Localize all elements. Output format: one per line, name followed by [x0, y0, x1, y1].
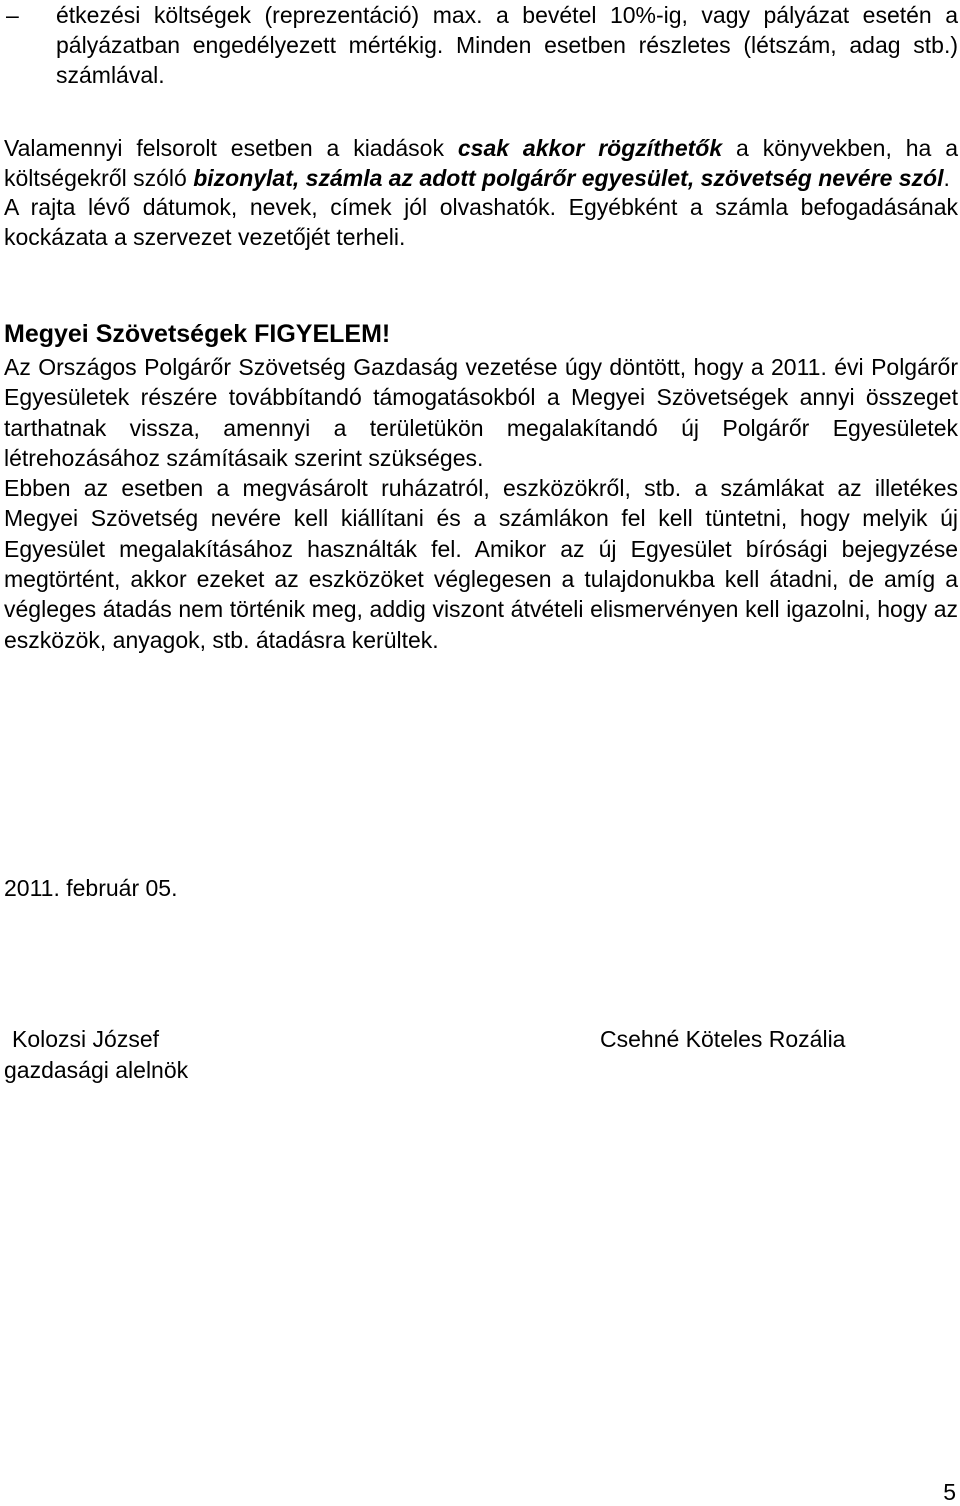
- expense-rule-text: Valamennyi felsorolt esetben a kiadások csak akkor rögzíthetők a könyvekben, ha a költségekről szóló bizonylat, számla az adott polgárőr egyesület, szövetség nevére szól.: [4, 135, 959, 191]
- emphasis-invoice-name: bizonylat, számla az adott polgárőr egyesület, szövetség nevére szól: [193, 164, 944, 191]
- signature-left: [4, 1024, 188, 1086]
- bullet-text: étkezési költségek (reprezentáció) max. a bevétel 10%-ig, vagy pályázat esetén a pályázatban engedélyezett mértékig. Minden esetben részletes (létszám, adag stb.) számlával.: [56, 2, 958, 88]
- document-date: 2011. február 05.: [4, 875, 178, 901]
- readability-note: A rajta lévő dátumok, nevek, címek jól olvashatók. Egyébként a számla befogadásának kockázata a szervezet vezetőjét terheli.: [4, 194, 958, 250]
- bullet-dash: –: [6, 2, 19, 28]
- page-number: 5: [943, 1479, 956, 1505]
- notice-paragraph-2: Ebben az esetben a megvásárolt ruházatról, eszközökről, stb. a számlákat az illetékes Megyei Szövetség nevére kell kiállítani és a számlákon fel kell tüntetni, hogy melyik új Egyesület megalakításához használták fel. Amikor az új Egyesület bírósági bejegyzése megtörtént, akkor ezeket az eszközöket véglegesen a tulajdonukba kell átadni, de amíg a végleges átadás nem történik meg, addig viszont átvételi elismervényen kell igazolni, hogy az eszközök, anyagok, stb. átadásra kerültek.: [4, 475, 958, 653]
- notice-paragraph-1: Az Országos Polgárőr Szövetség Gazdaság vezetése úgy döntött, hogy a 2011. évi Polgárőr Egyesületek részére továbbítandó támogatásokból a Megyei Szövetségek annyi összeget tarthatnak vissza, amennyi a területükön megalakítandó új Polgárőr Egyesületek létrehozásához számításaik szerint szükséges.: [4, 354, 958, 471]
- signer-left-title: gazdasági alelnök: [4, 1057, 189, 1083]
- notice-body: [4, 352, 958, 655]
- section-heading: Megyei Szövetségek FIGYELEM!: [4, 320, 391, 348]
- emphasis-recordable: csak akkor rögzíthetők: [457, 135, 723, 161]
- signer-right-name: Csehné Köteles Rozália: [600, 1026, 846, 1052]
- expense-rule-paragraph: [4, 134, 958, 252]
- signer-left-name: Kolozsi József: [12, 1026, 160, 1052]
- signature-right: [600, 1024, 845, 1055]
